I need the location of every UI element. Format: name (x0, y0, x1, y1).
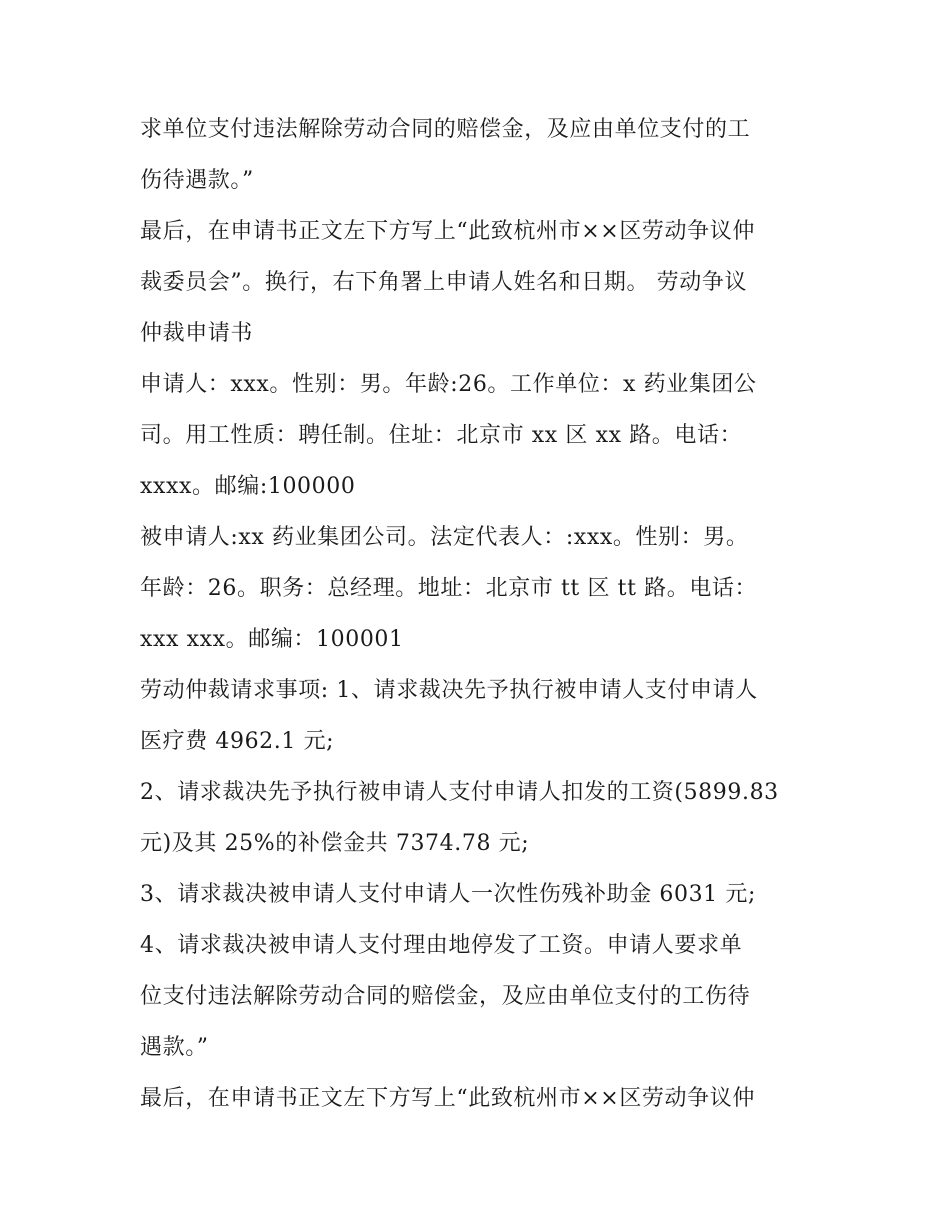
text-line: 求单位支付违法解除劳动合同的赔偿金，及应由单位支付的工 (140, 117, 751, 142)
text-line: 3、请求裁决被申请人支付申请人一次性伤残补助金 6031 元; (140, 882, 756, 907)
text-line: 被申请人:xx 药业集团公司。法定代表人：:xxx。性别：男。 (140, 525, 749, 550)
text-line: 4、请求裁决被申请人支付理由地停发了工资。申请人要求单 (140, 933, 743, 958)
text-line: 最后，在申请书正文左下方写上“此致杭州市××区劳动争议仲 (140, 219, 755, 244)
text-line: xxxx。邮编:100000 (140, 474, 356, 499)
text-line: 年龄：26。职务：总经理。地址：北京市 tt 区 tt 路。电话： (140, 576, 758, 601)
text-line: xxx xxx。邮编：100001 (140, 627, 404, 652)
text-line: 仲裁申请书 (140, 321, 254, 346)
text-line: 劳动仲裁请求事项: 1、请求裁决先予执行被申请人支付申请人 (140, 678, 758, 703)
text-line: 位支付违法解除劳动合同的赔偿金，及应由单位支付的工伤待 (140, 984, 751, 1009)
body-text (140, 104, 820, 1124)
text-line: 裁委员会”。换行，右下角署上申请人姓名和日期。 劳动争议 (140, 270, 748, 295)
text-line: 申请人：xxx。性别：男。年龄:26。工作单位：x 药业集团公 (140, 372, 757, 397)
text-line: 伤待遇款。” (140, 168, 254, 193)
text-line: 司。用工性质：聘任制。住址：北京市 xx 区 xx 路。电话： (140, 423, 743, 448)
text-line: 2、请求裁决先予执行被申请人支付申请人扣发的工资(5899.83 (140, 780, 779, 805)
text-line: 医疗费 4962.1 元; (140, 729, 335, 754)
text-line: 遇款。” (140, 1035, 209, 1060)
text-line: 最后，在申请书正文左下方写上“此致杭州市××区劳动争议仲 (140, 1086, 755, 1111)
text-line: 元)及其 25%的补偿金共 7374.78 元; (140, 831, 530, 856)
